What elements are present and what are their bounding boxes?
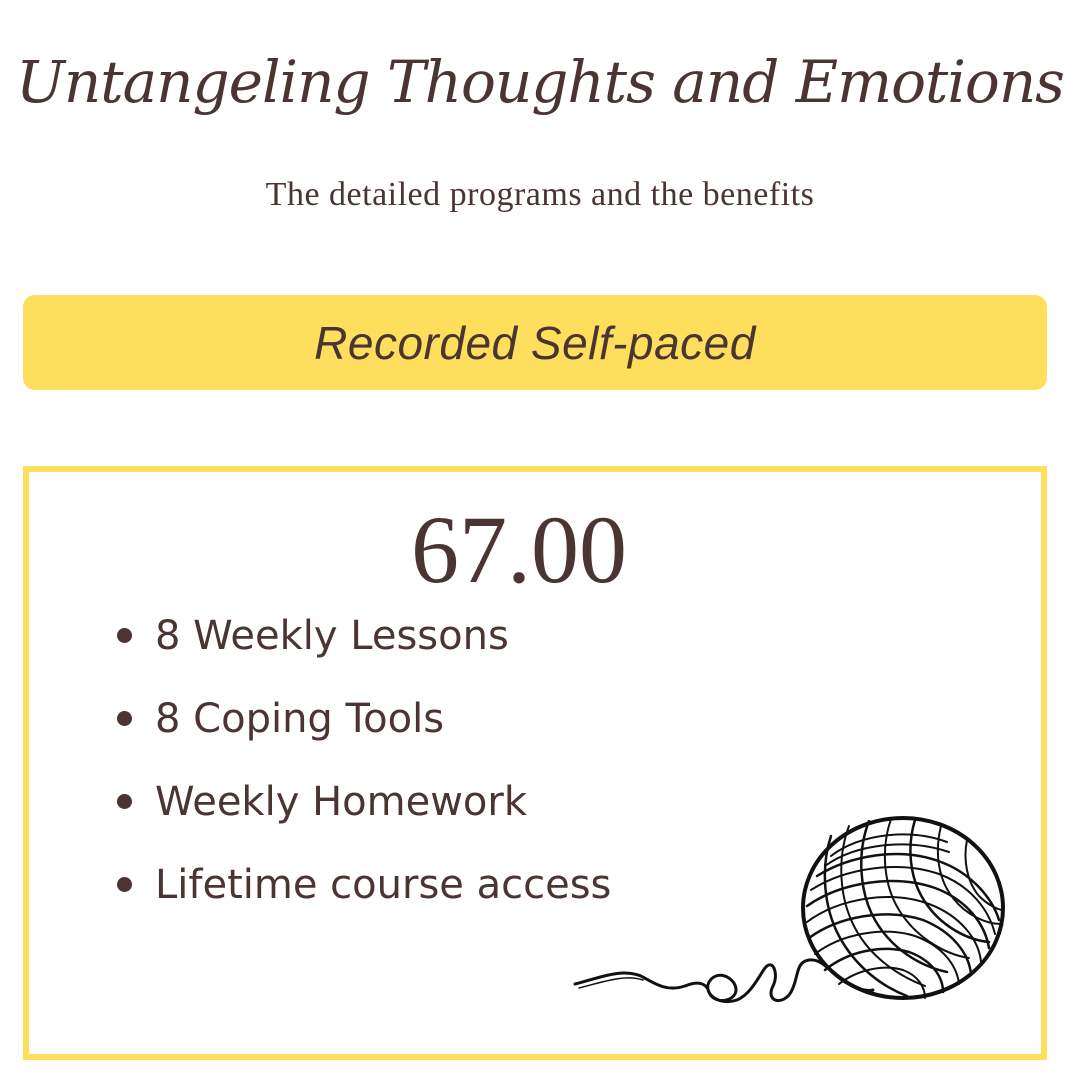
plan-type-label: Recorded Self-paced [314,316,756,369]
pricing-card [23,466,1047,1060]
page-title: Untangeling Thoughts and Emotions [16,48,1064,116]
feature-item [115,766,611,849]
page-subtitle: The detailed programs and the benefits [265,176,815,213]
bullet-icon [117,711,132,726]
feature-item [115,849,611,932]
bullet-icon [117,877,132,892]
feature-item [115,683,611,766]
price-value: 67.00 [411,496,627,603]
feature-label: Weekly Homework [155,779,528,825]
plan-banner [23,295,1047,390]
feature-label: Lifetime course access [155,862,612,908]
feature-label: 8 Weekly Lessons [155,613,509,659]
feature-label: 8 Coping Tools [155,696,445,742]
feature-item [115,600,611,683]
bullet-icon [117,628,132,643]
bullet-icon [117,794,132,809]
feature-list [115,600,611,932]
yarn-ball-icon [569,816,1009,1026]
